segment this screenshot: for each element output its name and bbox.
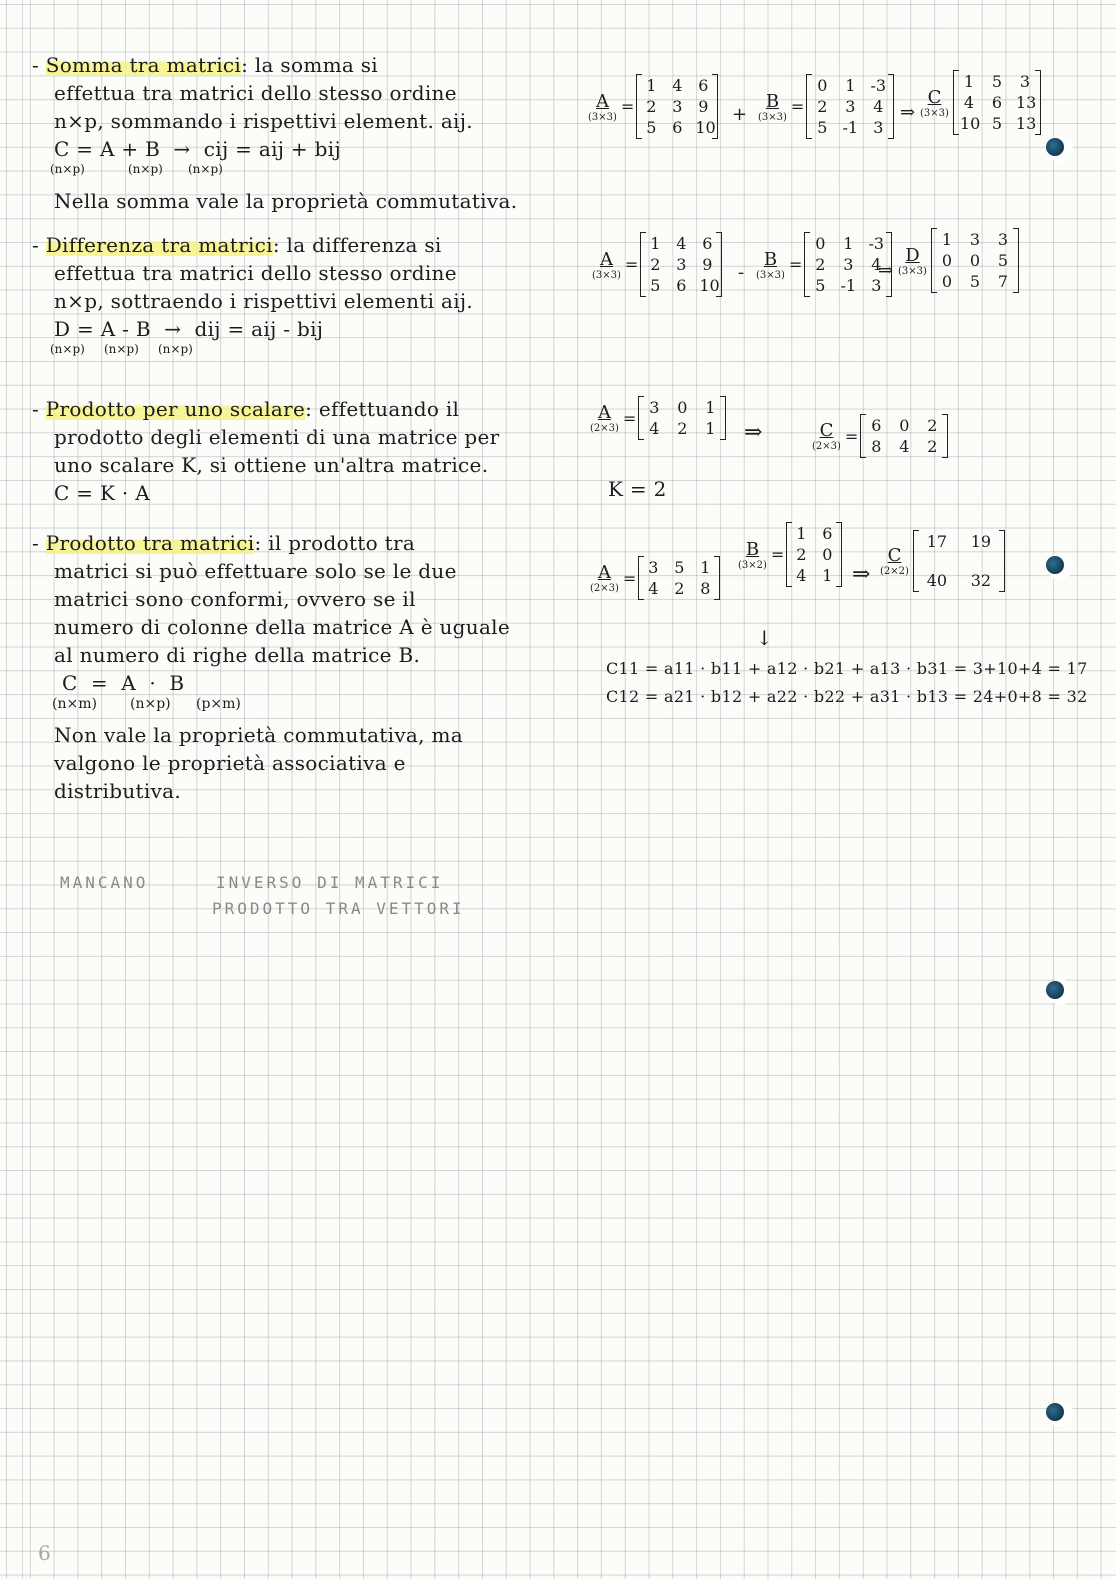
matrix-c-label: C	[887, 545, 902, 566]
matrix-cell: 32	[970, 571, 992, 590]
differenza-matrix-a: A (3×3) = 1 4 6 2 3 9 5 6 10	[592, 232, 722, 297]
matrix-cell: 2	[817, 97, 828, 116]
matrix-a-dim: (3×3)	[588, 111, 617, 123]
prodotto-line1-rest: : il prodotto tra	[254, 531, 416, 555]
matrix-cell: 5	[991, 114, 1002, 133]
matrix-cell: 4	[873, 97, 884, 116]
matrix-c-dim: (2×2)	[880, 566, 909, 577]
matrix-cell: 2	[646, 97, 657, 116]
missing-item-2: PRODOTTO TRA VETTORI	[212, 899, 465, 918]
somma-sub-b: (n×p)	[188, 162, 223, 176]
matrix-cell: 3	[845, 97, 856, 116]
matrix-cell: 6	[871, 416, 882, 435]
differenza-matrix-d	[898, 228, 1019, 293]
matrix-cell: 3	[1019, 72, 1030, 91]
page-number: 6	[38, 1541, 51, 1565]
matrix-a-label: A	[599, 248, 613, 270]
differenza-sub-a: (n×p)	[104, 342, 139, 356]
matrix-cell: 0	[941, 272, 952, 291]
matrix-cell: 1	[646, 76, 657, 95]
scalare-line1: - Prodotto per uno scalare: effettuando il	[32, 397, 460, 421]
matrix-cell: 1	[941, 230, 952, 249]
matrix-cell: 4	[649, 419, 660, 438]
prodotto-sub-a: (n×p)	[130, 696, 171, 712]
matrix-d-label: D	[905, 244, 920, 266]
scalare-title: Prodotto per uno scalare	[45, 397, 306, 421]
calc-c11: C11 = a11 · b11 + a12 · b21 + a13 · b31 = 3+10+4 = 17	[606, 659, 1088, 678]
matrix-cell: 6	[991, 93, 1002, 112]
differenza-title: Differenza tra matrici	[45, 233, 273, 257]
missing-label: MANCANO	[60, 873, 149, 892]
matrix-cell: 5	[650, 276, 661, 295]
matrix-a-label: A	[597, 402, 611, 423]
matrix-a-dim: (3×3)	[592, 269, 621, 281]
matrix-cell: -1	[842, 118, 859, 137]
implies-arrow: ⇒	[878, 260, 894, 281]
calc-c12: C12 = a21 · b12 + a22 · b22 + a31 · b13 = 24+0+8 = 32	[606, 687, 1088, 706]
matrix-a-dim: (2×3)	[590, 423, 619, 434]
matrix-c-label: C	[927, 86, 942, 108]
prodotto-sub-c: (n×m)	[52, 696, 97, 712]
matrix-cell: 3	[997, 230, 1008, 249]
scalar-k-value: K = 2	[608, 477, 667, 501]
matrix-cell: 6	[672, 118, 683, 137]
implies-arrow: ⇒	[900, 102, 916, 123]
differenza-sub-b: (n×p)	[158, 342, 193, 356]
matrix-cell: 0	[815, 234, 826, 253]
matrix-cell: 2	[927, 416, 938, 435]
margin-line	[22, 0, 23, 1579]
matrix-cell: 2	[927, 437, 938, 456]
matrix-cell: 1	[843, 234, 854, 253]
matrix-cell: 8	[700, 579, 711, 598]
matrix-cell: 0	[817, 76, 828, 95]
prodotto-line5: al numero di righe della matrice B.	[54, 643, 421, 667]
matrix-cell: 6	[822, 524, 833, 543]
matrix-cell: 10	[699, 276, 720, 295]
prodotto-formula: C = A · B	[62, 671, 185, 695]
plus-operator: +	[732, 104, 748, 125]
matrix-cell: 4	[676, 234, 687, 253]
prodotto-matrix-a: A (2×3) = 3 5 1 4 2 8	[590, 556, 720, 600]
implies-arrow: ⇒	[852, 562, 871, 587]
binder-hole	[1046, 556, 1064, 574]
matrix-cell: 1	[796, 524, 807, 543]
matrix-cell: 3	[648, 558, 659, 577]
matrix-cell: 1	[700, 558, 711, 577]
scalare-line3: uno scalare K, si ottiene un'altra matrice.	[54, 453, 489, 477]
matrix-cell: 1	[705, 398, 716, 417]
matrix-cell: 10	[959, 114, 981, 133]
matrix-cell: 19	[970, 532, 992, 551]
matrix-cell: 4	[648, 579, 659, 598]
prodotto-matrix-c	[880, 530, 1005, 592]
differenza-matrix-b: B (3×3) = 0 1 -3 2 3 4 5 -1 3	[756, 232, 892, 297]
matrix-cell: 3	[969, 230, 980, 249]
matrix-cell: 2	[674, 579, 685, 598]
somma-line2: effettua tra matrici dello stesso ordine	[54, 81, 457, 105]
matrix-cell: 2	[815, 255, 826, 274]
matrix-cell: 1	[705, 419, 716, 438]
somma-matrix-a: A (3×3) = 1 4 6 2 3 9 5 6 10	[588, 74, 718, 139]
somma-line1-rest: : la somma si	[241, 53, 378, 77]
matrix-cell: 5	[991, 72, 1002, 91]
somma-note: Nella somma vale la proprietà commutativa.	[54, 189, 518, 213]
matrix-cell: 0	[677, 398, 688, 417]
prodotto-note2: valgono le proprietà associativa e	[54, 751, 406, 775]
differenza-line1-rest: : la differenza si	[272, 233, 442, 257]
matrix-d-dim: (3×3)	[898, 265, 927, 277]
matrix-cell: 6	[698, 76, 709, 95]
matrix-cell: 4	[672, 76, 683, 95]
minus-operator: -	[738, 262, 745, 283]
differenza-sub-d: (n×p)	[50, 342, 85, 356]
missing-item-1: INVERSO DI MATRICI	[216, 873, 444, 892]
matrix-cell: 0	[822, 545, 833, 564]
matrix-cell: 3	[871, 276, 882, 295]
matrix-cell: 3	[672, 97, 683, 116]
matrix-cell: 9	[698, 97, 709, 116]
implies-arrow: ⇒	[744, 420, 763, 445]
matrix-cell: 0	[941, 251, 952, 270]
matrix-cell: 0	[899, 416, 910, 435]
somma-line3: n×p, sommando i rispettivi element. aij.	[54, 109, 473, 133]
differenza-line2: effettua tra matrici dello stesso ordine	[54, 261, 457, 285]
matrix-cell: 1	[650, 234, 661, 253]
matrix-cell: 5	[969, 272, 980, 291]
somma-title: Somma tra matrici	[45, 53, 242, 77]
matrix-cell: 6	[702, 234, 713, 253]
matrix-cell: 10	[695, 118, 716, 137]
matrix-cell: -3	[868, 234, 885, 253]
matrix-cell: 1	[963, 72, 974, 91]
matrix-cell: 3	[873, 118, 884, 137]
matrix-cell: 5	[674, 558, 685, 577]
matrix-cell: 4	[963, 93, 974, 112]
matrix-cell: 4	[796, 566, 807, 585]
matrix-cell: 13	[1015, 93, 1037, 112]
binder-hole	[1046, 981, 1064, 999]
matrix-b-dim: (3×3)	[756, 269, 785, 281]
matrix-cell: 8	[871, 437, 882, 456]
down-arrow: ↓	[756, 626, 773, 650]
matrix-cell: 4	[871, 255, 882, 274]
prodotto-title: Prodotto tra matrici	[45, 531, 255, 555]
matrix-a-dim: (2×3)	[590, 583, 619, 594]
matrix-cell: 2	[677, 419, 688, 438]
prodotto-line1: - Prodotto tra matrici: il prodotto tra	[32, 531, 416, 555]
matrix-cell: 7	[997, 272, 1008, 291]
scalare-formula: C = K · A	[54, 481, 150, 505]
matrix-cell: 5	[817, 118, 828, 137]
matrix-cell: 3	[676, 255, 687, 274]
somma-sub-c: (n×p)	[50, 162, 85, 176]
prodotto-line2: matrici si può effettuare solo se le due	[54, 559, 457, 583]
matrix-cell: 1	[845, 76, 856, 95]
prodotto-sub-b: (p×m)	[196, 696, 241, 712]
binder-hole	[1046, 1403, 1064, 1421]
matrix-cell: 0	[969, 251, 980, 270]
matrix-b-label: B	[763, 248, 778, 270]
matrix-cell: 5	[815, 276, 826, 295]
matrix-c-dim: (3×3)	[920, 107, 949, 119]
matrix-cell: 3	[843, 255, 854, 274]
matrix-b-dim: (3×3)	[758, 111, 787, 123]
matrix-cell: 9	[702, 255, 713, 274]
scalare-matrix-a: A (2×3) = 3 0 1 4 2 1	[590, 396, 726, 440]
matrix-cell: 17	[926, 532, 948, 551]
matrix-cell: -3	[870, 76, 887, 95]
matrix-b-dim: (3×2)	[738, 559, 767, 571]
somma-matrix-b: B (3×3) = 0 1 -3 2 3 4 5 -1 3	[758, 74, 894, 139]
matrix-cell: 4	[899, 437, 910, 456]
somma-line1: - Somma tra matrici: la somma si	[32, 53, 378, 77]
somma-sub-a: (n×p)	[128, 162, 163, 176]
matrix-cell: 5	[997, 251, 1008, 270]
scalare-line1-rest: : effettuando il	[305, 397, 460, 421]
matrix-cell: 40	[926, 571, 948, 590]
matrix-a-label: A	[595, 90, 609, 112]
prodotto-matrix-b: B (3×2) = 1 6 2 0 4 1	[738, 522, 842, 587]
matrix-b-label: B	[765, 90, 780, 112]
differenza-line1: - Differenza tra matrici: la differenza si	[32, 233, 442, 257]
differenza-formula: D = A - B → dij = aij - bij	[54, 317, 324, 341]
prodotto-note3: distributiva.	[54, 779, 182, 803]
matrix-cell: 3	[649, 398, 660, 417]
matrix-cell: 2	[796, 545, 807, 564]
prodotto-note1: Non vale la proprietà commutativa, ma	[54, 723, 463, 747]
matrix-b-label: B	[745, 538, 760, 560]
matrix-cell: 6	[676, 276, 687, 295]
matrix-a-label: A	[597, 562, 611, 583]
prodotto-line4: numero di colonne della matrice A è uguale	[54, 615, 511, 639]
matrix-c-label: C	[819, 420, 834, 441]
prodotto-line3: matrici sono conformi, ovvero se il	[54, 587, 416, 611]
matrix-cell: 13	[1015, 114, 1037, 133]
scalare-line2: prodotto degli elementi di una matrice per	[54, 425, 500, 449]
matrix-cell: 1	[822, 566, 833, 585]
matrix-cell: 5	[646, 118, 657, 137]
somma-formula: C = A + B → cij = aij + bij	[54, 137, 341, 161]
somma-matrix-c	[920, 70, 1041, 135]
differenza-line3: n×p, sottraendo i rispettivi elementi aij.	[54, 289, 474, 313]
matrix-c-dim: (2×3)	[812, 441, 841, 452]
binder-hole	[1046, 138, 1064, 156]
matrix-cell: -1	[840, 276, 857, 295]
matrix-cell: 2	[650, 255, 661, 274]
scalare-matrix-c: C (2×3) = 6 0 2 8 4 2	[812, 414, 948, 458]
